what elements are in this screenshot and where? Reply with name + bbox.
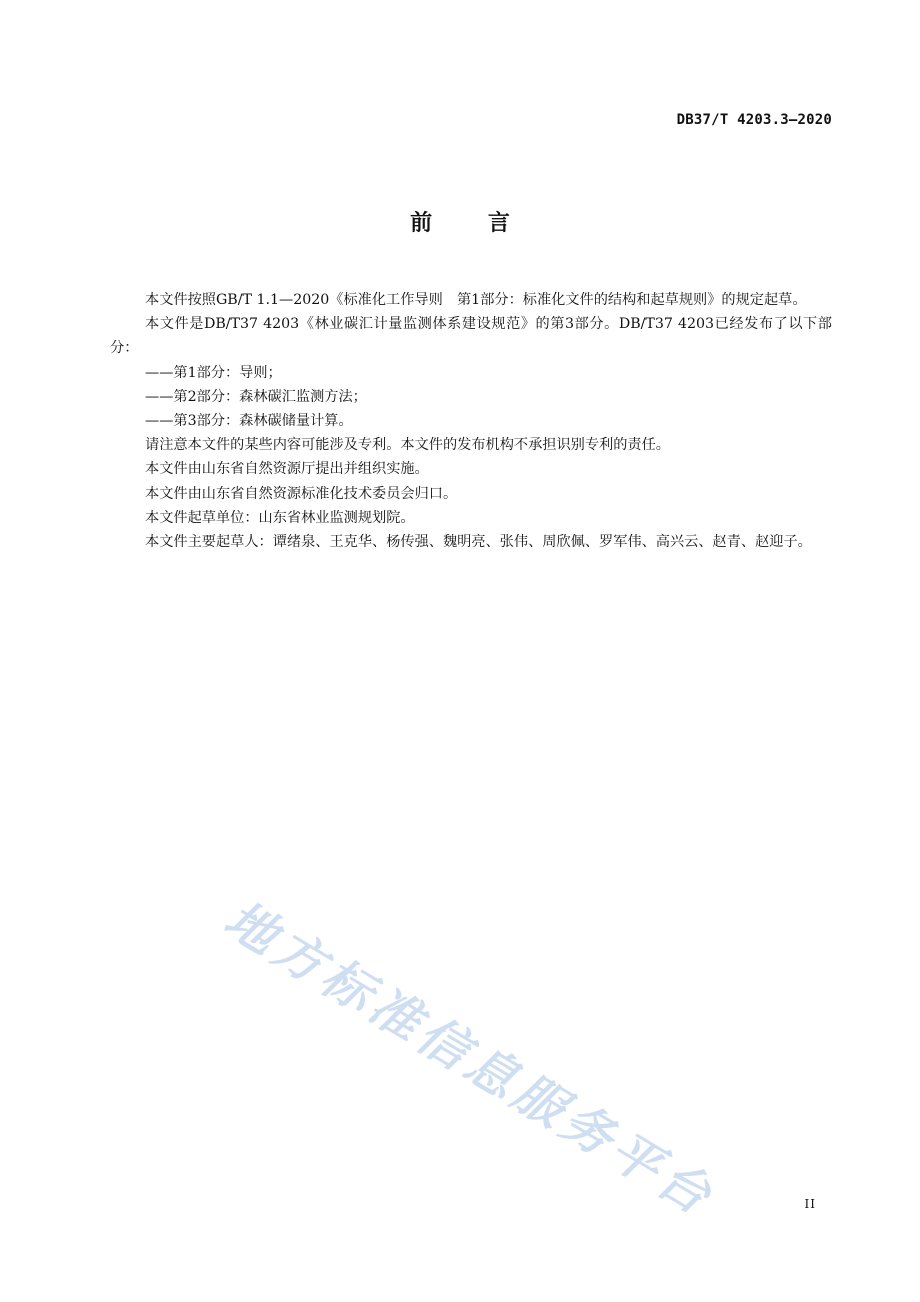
list-item-part-3: ——第3部分：森林碳储量计算。 bbox=[145, 413, 353, 430]
list-item-part-2: ——第2部分：森林碳汇监测方法； bbox=[145, 388, 367, 405]
paragraph-drafting-basis: 本文件按照GB/T 1.1—2020《标准化工作导则 第1部分：标准化文件的结构和起草规则》的规定起草。 bbox=[145, 292, 807, 308]
foreword-body bbox=[110, 288, 832, 554]
list-item-part-1: ——第1部分：导则； bbox=[145, 364, 282, 381]
watermark: 地方标准信息服务平台 bbox=[215, 889, 725, 1228]
page-title: 前 言 bbox=[410, 211, 534, 236]
paragraph-drafting-unit: 本文件起草单位：山东省林业监测规划院。 bbox=[145, 509, 415, 526]
document-code: DB37/T 4203.3—2020 bbox=[676, 112, 832, 128]
paragraph-series-part: 本文件是DB/T37 4203《林业碳汇计量监测体系建设规范》的第3部分。DB/T37 4203已经发布了以下部分： bbox=[110, 316, 832, 357]
paragraph-drafters: 本文件主要起草人：谭绪泉、王克华、杨传强、魏明亮、张伟、周欣佩、罗军伟、高兴云、赵青、赵迎子。 bbox=[145, 534, 812, 551]
page-number: II bbox=[804, 1197, 816, 1211]
paragraph-patent-notice: 请注意本文件的某些内容可能涉及专利。本文件的发布机构不承担识别专利的责任。 bbox=[145, 437, 670, 454]
paragraph-proposer: 本文件由山东省自然资源厅提出并组织实施。 bbox=[145, 461, 429, 478]
paragraph-centralized-by: 本文件由山东省自然资源标准化技术委员会归口。 bbox=[145, 485, 458, 502]
